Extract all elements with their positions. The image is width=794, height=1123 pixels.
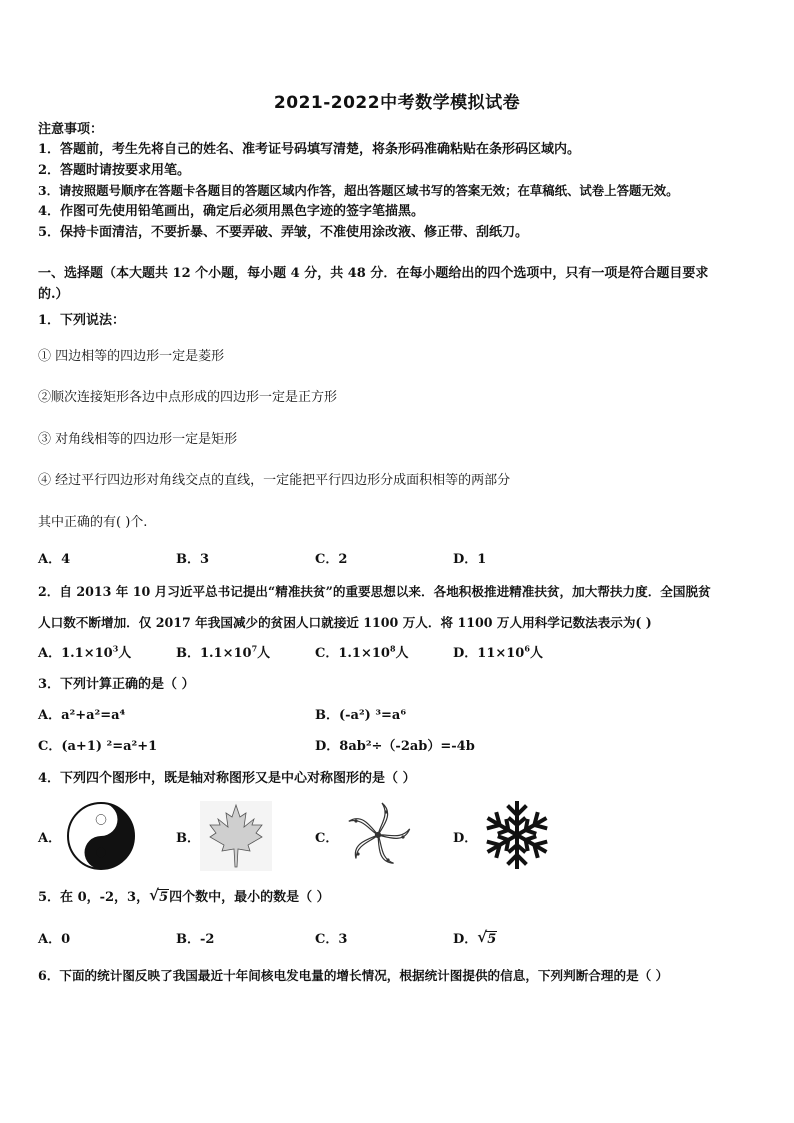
page-title: 2021-2022中考数学模拟试卷 <box>273 93 521 113</box>
q6-stem: 6．下面的统计图反映了我国最近十年间核电发电量的增长情况，根据统计图提供的信息，下列判断合理的是（ ） <box>38 968 669 983</box>
q4-label-a: A． <box>38 831 62 846</box>
q4-label-c: C． <box>315 831 339 846</box>
q3-option-c: C．(a+1) ²=a²+1 <box>38 739 158 754</box>
q5-option-d: D． √ 5 <box>453 928 497 947</box>
notice-item-3: 3．请按照题号顺序在答题卡各题目的答题区域内作答，超出答题区域书写的答案无效；在草稿纸、试卷上答题无效。 <box>38 183 679 198</box>
snowflake-icon <box>481 799 553 871</box>
section-heading-line2: 的.） <box>38 287 69 302</box>
q1-statement-3: ③ 对角线相等的四边形一定是矩形 <box>38 432 238 447</box>
q5-stem: 5．在 0，-2，3， √ 5四个数中，最小的数是（ ） <box>38 886 330 905</box>
yin-yang-icon <box>66 801 136 871</box>
q5-option-a: A．0 <box>38 932 71 947</box>
maple-leaf-icon <box>200 801 272 871</box>
q1-stem: 1．下列说法： <box>38 313 126 328</box>
section-heading-line1: 一、选择题（本大题共 12 个小题，每小题 4 分，共 48 分．在每小题给出的四个选项中，只有一项是符合题目要求 <box>38 266 709 281</box>
q3-option-a: A．a²+a²=a⁴ <box>38 708 126 723</box>
q3-option-d: D．8ab²÷（-2ab）=-4b <box>315 739 475 754</box>
q4-label-d: D． <box>453 831 478 846</box>
q2-option-b: B．$1.1\times 10^7$人 <box>176 643 271 661</box>
q1-question: 其中正确的有( )个. <box>38 515 148 530</box>
q2-line-2: 人口数不断增加．仅 2017 年我国减少的贫困人口就接近 1100 万人．将 1100 万人用科学记数法表示为( ) <box>38 615 652 630</box>
q2-option-a: A．$1.1\times 10^3$人 <box>38 643 132 661</box>
q1-statement-1: ① 四边相等的四边形一定是菱形 <box>38 349 225 364</box>
q2-option-d: D．$11\times 10^6$人 <box>453 643 543 661</box>
notice-item-2: 2．答题时请按要求用笔。 <box>38 163 191 178</box>
bauhinia-flower-icon <box>340 799 416 871</box>
notice-item-4: 4．作图可先使用铅笔画出，确定后必须用黑色字迹的签字笔描黑。 <box>38 204 425 219</box>
q1-option-c: C．2 <box>315 552 348 567</box>
q5-option-c: C．3 <box>315 932 348 947</box>
notice-item-1: 1．答题前，考生先将自己的姓名、准考证号码填写清楚，将条形码准确粘贴在条形码区域内。 <box>38 142 581 157</box>
q1-option-a: A．4 <box>38 552 71 567</box>
q4-stem: 4．下列四个图形中，既是轴对称图形又是中心对称图形的是（ ） <box>38 771 416 786</box>
q5-option-b: B．-2 <box>176 932 215 947</box>
sqrt-symbol: √ 5 <box>477 928 497 947</box>
q1-statement-4: ④ 经过平行四边形对角线交点的直线，一定能把平行四边形分成面积相等的两部分 <box>38 473 511 488</box>
q1-option-d: D．1 <box>453 552 487 567</box>
q4-label-b: B． <box>176 831 200 846</box>
notice-item-5: 5．保持卡面清洁，不要折暴、不要弄破、弄皱，不准使用涂改液、修正带、刮纸刀。 <box>38 225 529 240</box>
sqrt-symbol: √ 5 <box>149 886 169 905</box>
q2-option-c: C．$1.1\times 10^8$人 <box>315 643 409 661</box>
q3-option-b: B．(-a²) ³=a⁶ <box>315 708 407 723</box>
q1-option-b: B．3 <box>176 552 210 567</box>
q3-stem: 3．下列计算正确的是（ ） <box>38 677 195 692</box>
q1-statement-2: ②顺次连接矩形各边中点形成的四边形一定是正方形 <box>38 390 338 405</box>
notice-heading: 注意事项： <box>38 122 104 137</box>
q2-line-1: 2．自 2013 年 10 月习近平总书记提出“精准扶贫”的重要思想以来．各地积极推进精准扶贫，加大帮扶力度．全国脱贫 <box>38 584 711 599</box>
